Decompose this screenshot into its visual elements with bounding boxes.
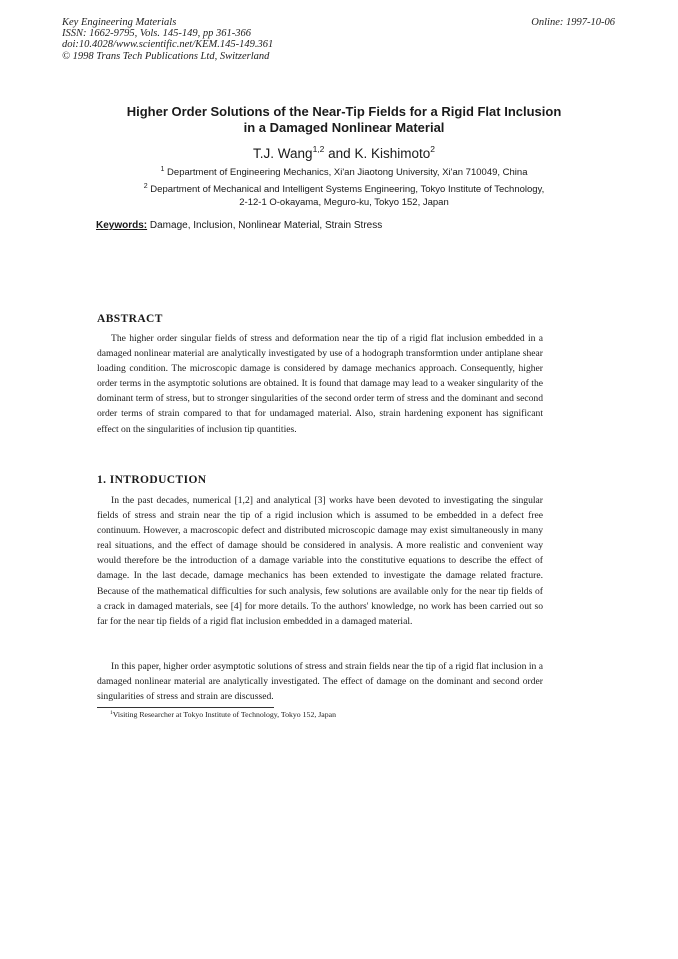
affiliation-text: Department of Mechanical and Intelligent Systems Engineering, Tokyo Institute of Technology, (150, 184, 545, 195)
journal-issn: ISSN: 1662-9795, Vols. 145-149, pp 361-366 (62, 28, 251, 40)
keywords-text: Damage, Inclusion, Nonlinear Material, Strain Stress (147, 220, 383, 231)
author-name: K. Kishimoto (354, 146, 431, 161)
footnote-mark: 1 (110, 710, 113, 716)
author-name: T.J. Wang (253, 146, 313, 161)
introduction-paragraph-2: In this paper, higher order asymptotic solutions of stress and strain fields near the tip of a rigid flat inclusion in a damaged nonlinear material are analytically investigated. The effect of damage on the dominant and second order singularities of stress and strain are discussed. (97, 661, 543, 703)
journal-copyright: © 1998 Trans Tech Publications Ltd, Switzerland (62, 50, 270, 62)
author-list (60, 146, 628, 161)
author-affiliation-mark: 2 (430, 144, 435, 154)
introduction-heading: 1. INTRODUCTION (97, 474, 207, 486)
footnote-text: Visiting Researcher at Tokyo Institute of Technology, Tokyo 152, Japan (112, 710, 336, 719)
affiliation-2 (60, 184, 628, 209)
title-line-2: in a Damaged Nonlinear Material (243, 120, 445, 135)
affiliation-text: Department of Engineering Mechanics, Xi'an Jiaotong University, Xi'an 710049, China (167, 167, 528, 178)
journal-doi: doi:10.4028/www.scientific.net/KEM.145-149.361 (62, 39, 274, 51)
footnote (110, 710, 336, 719)
journal-metadata (62, 17, 273, 62)
footnote-rule (97, 707, 274, 708)
affiliation-mark: 2 (143, 183, 148, 190)
abstract-heading: ABSTRACT (97, 313, 163, 325)
journal-name: Key Engineering Materials (62, 17, 177, 28)
keywords (96, 220, 382, 231)
abstract-text: The higher order singular fields of stress and deformation near the tip of a rigid flat inclusion embedded in a damaged nonlinear material are analytically investigated by use of a hodograph transformtion under antiplane shear loading condition. The microscopic damage is considered by damage mechanics approach. Consequently, higher order terms in the asymptotic solutions are obtained. It is found that damage may lead to a weaker singularity of the dominant term of stress, but to stronger singularities of the second order term of stress and the dominant and second order terms of strain compared to that for undamaged material. Also, strain hardening exponent has significant effect on the singularities of inclusion tip quantities. (97, 333, 543, 435)
affiliation-1 (60, 167, 628, 180)
author-affiliation-mark: 1,2 (312, 144, 325, 154)
online-date: Online: 1997-10-06 (531, 17, 615, 28)
affiliation-address: 2-12-1 O-okayama, Meguro-ku, Tokyo 152, Japan (239, 196, 449, 208)
author-separator: and (324, 146, 355, 161)
introduction-paragraph-1: In the past decades, numerical [1,2] and analytical [3] works have been devoted to investigating the singular fields of stress and strain near the tip of a rigid inclusion which is assumed to be embedded in a defect free continuum. However, a macroscopic defect and distributed microscopic damage may exist simultaneously in many real situations, and the effect of damage should be considered in analysis. A more realistic and convenient way would therefore be the introduction of a damage variable into the constitutive equations to describe the effect of damage. In the last decade, damage mechanics has been extended to investigate the damage related fracture. Because of the mathematical difficulties for such analysis, few solutions are available only for the near tip fields of a crack in damaged materials, see [4] for more details. To the authors' knowledge, no work has been carried out so far for the near tip fields of a rigid flat inclusion embedded in a damaged material. (97, 495, 543, 627)
keywords-label: Keywords: (96, 220, 148, 231)
affiliation-mark: 1 (160, 166, 165, 173)
paper-title (60, 104, 628, 136)
title-line-1: Higher Order Solutions of the Near-Tip Fields for a Rigid Flat Inclusion (126, 104, 562, 119)
